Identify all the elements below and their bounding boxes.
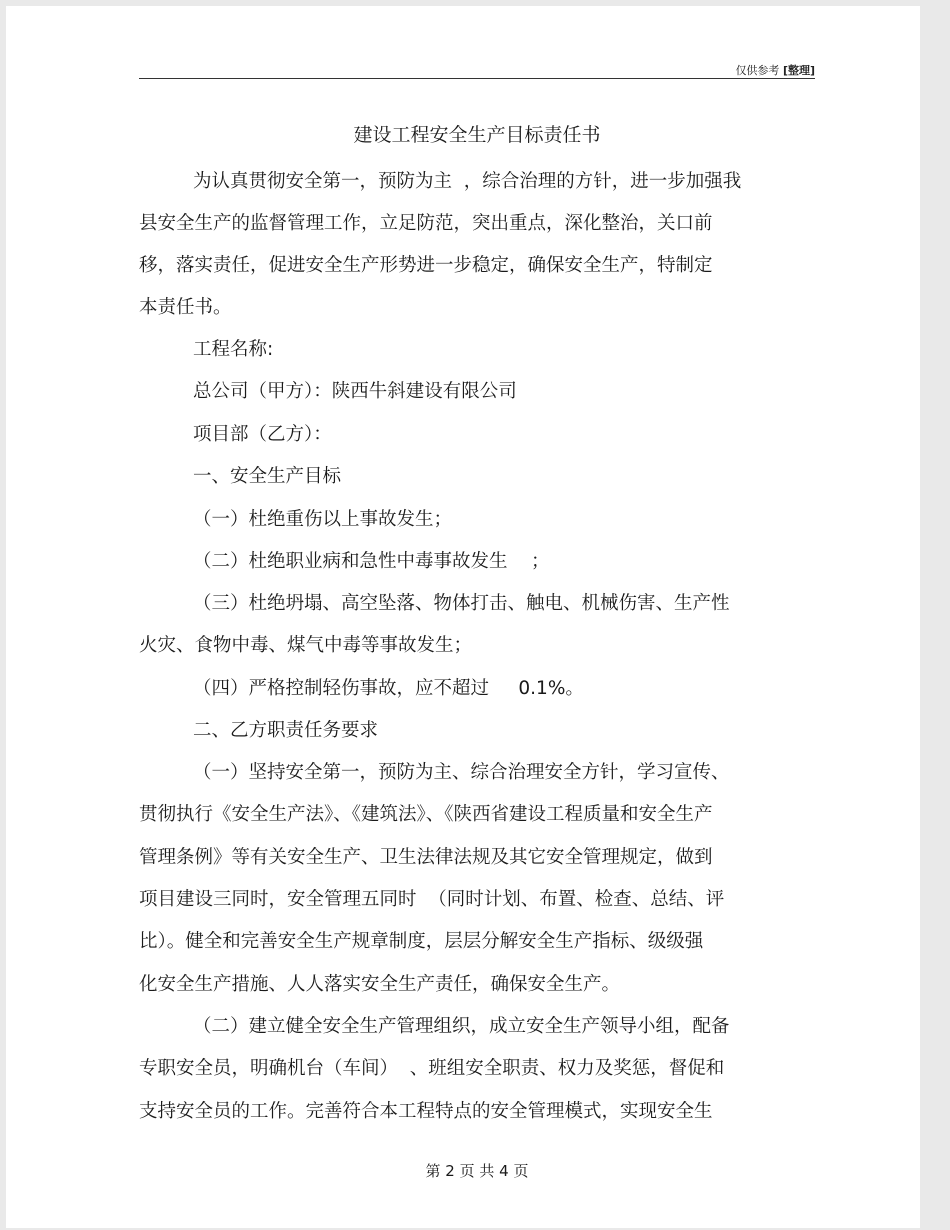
body-line: 管理条例》等有关安全生产、卫生法律法规及其它安全管理规定，做到 (139, 847, 713, 868)
body-line: 移，落实责任，促进安全生产形势进一步稳定，确保安全生产，特制定 (139, 255, 713, 276)
body-line: （二）建立健全安全生产管理组织，成立安全生产领导小组，配备 (193, 1016, 730, 1037)
body-line: 化安全生产措施、人人落实安全生产责任，确保安全生产。 (139, 974, 621, 995)
body-line: 贯彻执行《安全生产法》、《建筑法》、《陕西省建设工程质量和安全生产 (139, 804, 713, 825)
body-line: 本责任书。 (139, 297, 232, 318)
header-rule (139, 78, 815, 79)
header-prefix: 仅供参考 (735, 64, 780, 77)
body-line: （一）坚持安全第一，预防为主、综合治理安全方针，学习宣传、 (193, 762, 730, 783)
body-line: （一）杜绝重伤以上事故发生； (193, 509, 453, 530)
section-heading: 二、乙方职责任务要求 (193, 720, 379, 741)
body-line: 项目部（乙方）： (193, 424, 332, 445)
body-line: 火灾、食物中毒、煤气中毒等事故发生； (139, 635, 473, 656)
page-number: 第 2 页 共 4 页 (425, 1162, 529, 1180)
header-tag: [整理] (782, 64, 815, 77)
body-line: 工程名称: (193, 339, 274, 360)
page-header (139, 62, 815, 78)
body-line: （四）严格控制轻伤事故，应不超过 0.1%。 (193, 678, 584, 699)
body-line: （二）杜绝职业病和急性中毒事故发生 ； (193, 551, 550, 572)
body-line: 为认真贯彻安全第一，预防为主 ，综合治理的方针，进一步加强我 (193, 171, 742, 192)
body-line: 总公司（甲方）：陕西牛斜建设有限公司 (193, 381, 517, 402)
section-heading: 一、安全生产目标 (193, 466, 342, 487)
document-page (6, 6, 920, 1228)
body-line: 支持安全员的工作。完善符合本工程特点的安全管理模式，实现安全生 (139, 1101, 713, 1122)
body-line: 比）。健全和完善安全生产规章制度，层层分解安全生产指标、级级强 (139, 931, 704, 952)
body-line: （三）杜绝坍塌、高空坠落、物体打击、触电、机械伤害、生产性 (193, 593, 730, 614)
body-line: 专职安全员，明确机台（车间） 、班组安全职责、权力及奖惩，督促和 (139, 1058, 725, 1079)
body-line: 项目建设三同时，安全管理五同时 （同时计划、布置、检查、总结、评 (139, 889, 725, 910)
document-title: 建设工程安全生产目标责任书 (353, 124, 601, 146)
body-line: 县安全生产的监督管理工作，立足防范，突出重点，深化整治，关口前 (139, 213, 713, 234)
